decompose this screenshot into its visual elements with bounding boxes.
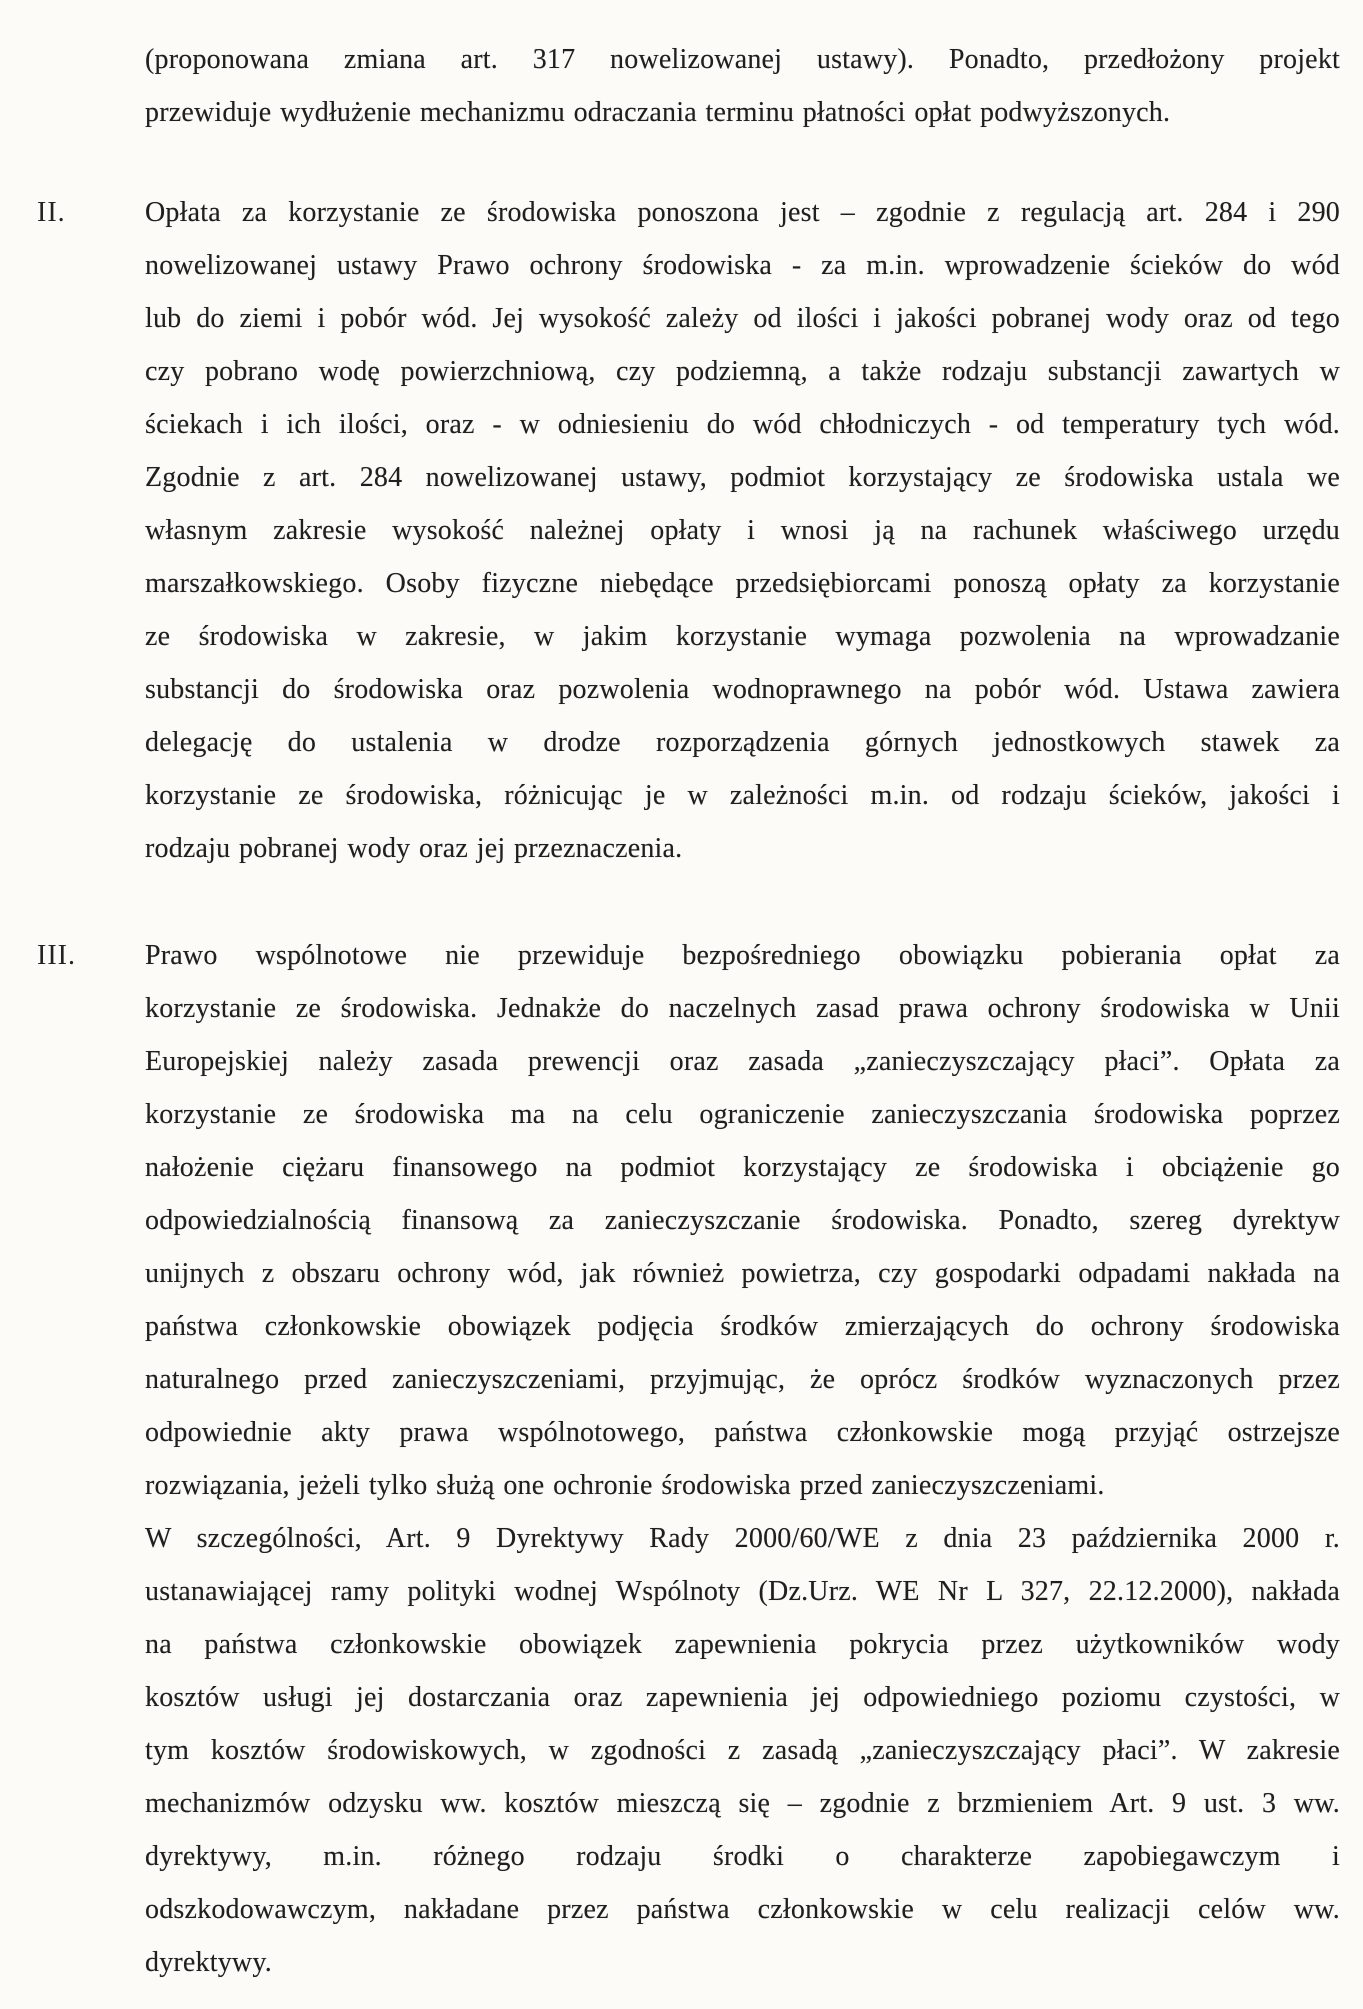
intro-paragraph-text <box>145 33 1340 139</box>
text-line: rozwiązania, jeżeli tylko służą one ochronie środowiska przed zanieczyszczeniami. <box>145 1470 1105 1501</box>
text-line: rodzaju pobranej wody oraz jej przeznaczenia. <box>145 833 683 864</box>
text-line: dyrektywy. <box>145 1947 272 1978</box>
text-line: odszkodowawczym, nakładane przez państwa członkowskie w celu realizacji celów ww. <box>145 1894 1340 1925</box>
text-line: korzystanie ze środowiska. Jednakże do naczelnych zasad prawa ochrony środowiska w Unii <box>145 993 1340 1024</box>
text-line: tym kosztów środowiskowych, w zgodności z zasadą „zanieczyszczający płaci”. W zakresie <box>145 1735 1340 1766</box>
text-line: odpowiednie akty prawa wspólnotowego, państwa członkowskie mogą przyjąć ostrzejsze <box>145 1417 1340 1448</box>
text-line: Opłata za korzystanie ze środowiska ponoszona jest – zgodnie z regulacją art. 284 i 290 <box>145 197 1340 228</box>
text-line: państwa członkowskie obowiązek podjęcia środków zmierzających do ochrony środowiska <box>145 1311 1340 1342</box>
text-line: nowelizowanej ustawy Prawo ochrony środowiska - za m.in. wprowadzenie ścieków do wód <box>145 250 1340 281</box>
text-line: czy pobrano wodę powierzchniową, czy podziemną, a także rodzaju substancji zawartych w <box>145 356 1340 387</box>
text-line: naturalnego przed zanieczyszczeniami, przyjmując, że oprócz środków wyznaczonych przez <box>145 1364 1340 1395</box>
text-line: odpowiedzialnością finansową za zanieczyszczanie środowiska. Ponadto, szereg dyrektyw <box>145 1205 1340 1236</box>
section-iii-paragraph-text <box>145 929 1340 1512</box>
text-line: nałożenie ciężaru finansowego na podmiot korzystający ze środowiska i obciążenie go <box>145 1152 1340 1183</box>
text-line: Prawo wspólnotowe nie przewiduje bezpośredniego obowiązku pobierania opłat za <box>145 940 1340 971</box>
text-line: (proponowana zmiana art. 317 nowelizowanej ustawy). Ponadto, przedłożony projekt <box>145 44 1340 75</box>
text-line: delegację do ustalenia w drodze rozporządzenia górnych jednostkowych stawek za <box>145 727 1340 758</box>
text-line: kosztów usługi jej dostarczania oraz zapewnienia jej odpowiedniego poziomu czystości, w <box>145 1682 1340 1713</box>
text-line: W szczególności, Art. 9 Dyrektywy Rady 2000/60/WE z dnia 23 października 2000 r. <box>145 1523 1340 1554</box>
text-line: własnym zakresie wysokość należnej opłaty i wnosi ją na rachunek właściwego urzędu <box>145 515 1340 546</box>
section-iii-continuation <box>0 1512 1363 1989</box>
text-line: ustanawiającej ramy polityki wodnej Wspólnoty (Dz.Urz. WE Nr L 327, 22.12.2000), nakłada <box>145 1576 1340 1607</box>
text-line: unijnych z obszaru ochrony wód, jak również powietrza, czy gospodarki odpadami nakłada na <box>145 1258 1340 1289</box>
text-line: korzystanie ze środowiska ma na celu ograniczenie zanieczyszczania środowiska poprzez <box>145 1099 1340 1130</box>
text-line: dyrektywy, m.in. różnego rodzaju środki o charakterze zapobiegawczym i <box>145 1841 1340 1872</box>
page-content <box>0 33 1363 1989</box>
section-iii-numeral: III. <box>37 940 76 971</box>
section-ii-paragraph-text <box>145 186 1340 875</box>
text-line: substancji do środowiska oraz pozwolenia wodnoprawnego na pobór wód. Ustawa zawiera <box>145 674 1340 705</box>
text-line: Zgodnie z art. 284 nowelizowanej ustawy, podmiot korzystający ze środowiska ustala we <box>145 462 1340 493</box>
text-line: na państwa członkowskie obowiązek zapewnienia pokrycia przez użytkowników wody <box>145 1629 1340 1660</box>
section-ii <box>0 186 1363 875</box>
section-iii-continuation-text <box>145 1512 1340 1989</box>
text-line: przewiduje wydłużenie mechanizmu odraczania terminu płatności opłat podwyższonych. <box>145 97 1171 128</box>
text-line: mechanizmów odzysku ww. kosztów mieszczą się – zgodnie z brzmieniem Art. 9 ust. 3 ww. <box>145 1788 1340 1819</box>
text-line: ściekach i ich ilości, oraz - w odniesieniu do wód chłodniczych - od temperatury tych wód. <box>145 409 1340 440</box>
section-ii-numeral: II. <box>37 197 66 228</box>
intro-paragraph <box>0 33 1363 139</box>
section-iii <box>0 929 1363 1512</box>
text-line: Europejskiej należy zasada prewencji oraz zasada „zanieczyszczający płaci”. Opłata za <box>145 1046 1340 1077</box>
text-line: marszałkowskiego. Osoby fizyczne niebędące przedsiębiorcami ponoszą opłaty za korzystanie <box>145 568 1340 599</box>
text-line: ze środowiska w zakresie, w jakim korzystanie wymaga pozwolenia na wprowadzanie <box>145 621 1340 652</box>
text-line: lub do ziemi i pobór wód. Jej wysokość zależy od ilości i jakości pobranej wody oraz od tego <box>145 303 1340 334</box>
text-line: korzystanie ze środowiska, różnicując je w zależności m.in. od rodzaju ścieków, jakości i <box>145 780 1340 811</box>
